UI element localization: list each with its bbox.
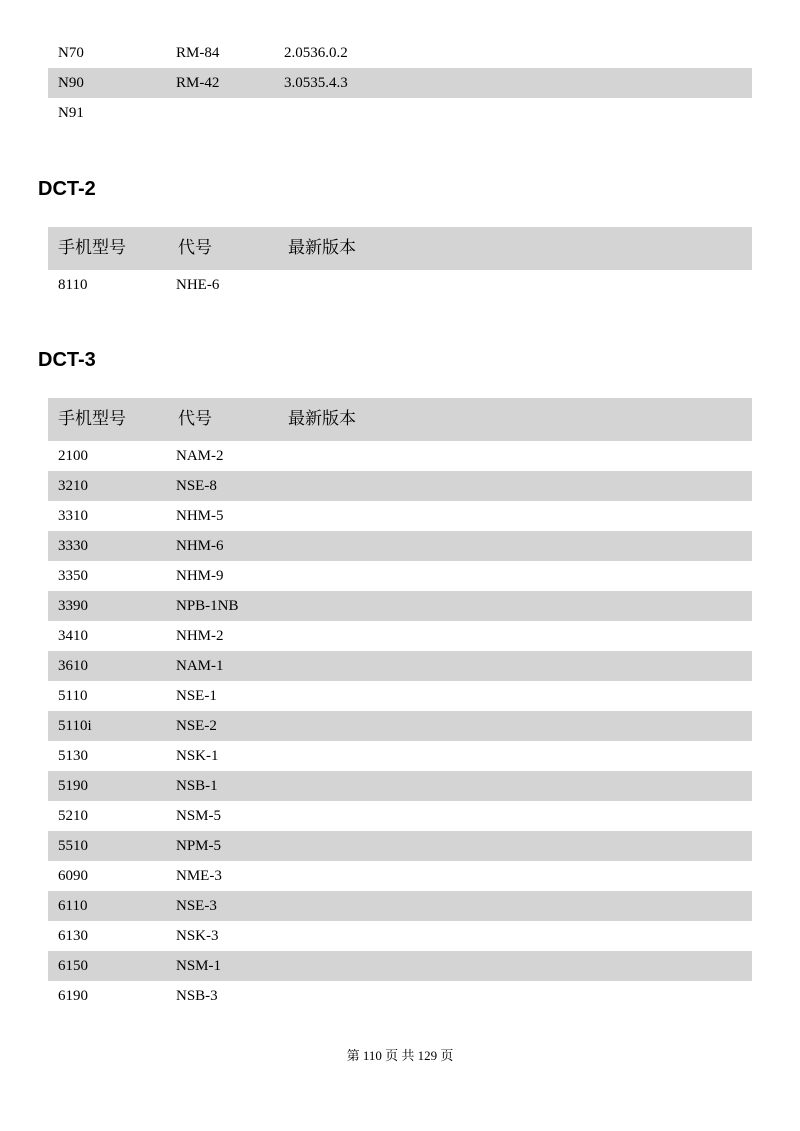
table-row: [48, 951, 752, 981]
section-title-dct3: DCT-3: [38, 349, 96, 371]
table-row: [48, 441, 752, 471]
model-cell: 5110: [58, 688, 88, 704]
table-row: [48, 921, 752, 951]
model-cell: 3410: [58, 628, 88, 644]
model-cell: 3350: [58, 568, 88, 584]
code-cell: NHM-9: [176, 568, 224, 584]
code-cell: NAM-1: [176, 658, 224, 674]
table-row: [48, 621, 752, 651]
model-cell: 3390: [58, 598, 88, 614]
table-row: [48, 681, 752, 711]
model-cell: N91: [58, 105, 84, 121]
header-model: 手机型号: [58, 409, 126, 429]
model-cell: 5110i: [58, 718, 92, 734]
table-row: [48, 591, 752, 621]
table-row: [48, 981, 752, 1011]
code-cell: NME-3: [176, 868, 222, 884]
code-cell: NSE-2: [176, 718, 217, 734]
model-cell: 6110: [58, 898, 88, 914]
table-row: [48, 501, 752, 531]
header-version: 最新版本: [288, 238, 356, 258]
table-row: [48, 801, 752, 831]
model-cell: 5210: [58, 808, 88, 824]
code-cell: NSK-3: [176, 928, 219, 944]
top-table: [48, 38, 752, 128]
code-cell: NPM-5: [176, 838, 222, 854]
code-cell: NHE-6: [176, 277, 220, 293]
model-cell: 6190: [58, 988, 88, 1004]
header-code: 代号: [178, 238, 212, 258]
model-cell: 3210: [58, 478, 88, 494]
table-row: [48, 98, 752, 128]
model-cell: N70: [58, 45, 84, 61]
model-cell: N90: [58, 75, 84, 91]
code-cell: RM-84: [176, 45, 220, 61]
table-row: [48, 771, 752, 801]
model-cell: 3310: [58, 508, 88, 524]
table-row: [48, 741, 752, 771]
section-title-dct2: DCT-2: [38, 178, 96, 200]
model-cell: 6150: [58, 958, 88, 974]
table-row: [48, 38, 752, 68]
model-cell: 8110: [58, 277, 88, 293]
table-row: [48, 651, 752, 681]
model-cell: 6130: [58, 928, 88, 944]
version-cell: 2.0536.0.2: [284, 45, 348, 61]
dct2-table: [48, 227, 752, 300]
code-cell: NSM-5: [176, 808, 222, 824]
code-cell: NHM-6: [176, 538, 224, 554]
header-version: 最新版本: [288, 409, 356, 429]
table-row: [48, 561, 752, 591]
dct3-table: [48, 398, 752, 1011]
table-row: [48, 68, 752, 98]
model-cell: 5130: [58, 748, 88, 764]
model-cell: 3610: [58, 658, 88, 674]
model-cell: 5190: [58, 778, 88, 794]
model-cell: 5510: [58, 838, 88, 854]
table-row: [48, 270, 752, 300]
code-cell: NHM-5: [176, 508, 224, 524]
table-row: [48, 831, 752, 861]
version-cell: 3.0535.4.3: [284, 75, 348, 91]
code-cell: NSK-1: [176, 748, 219, 764]
header-code: 代号: [178, 409, 212, 429]
table-header: [48, 398, 752, 441]
code-cell: NAM-2: [176, 448, 224, 464]
code-cell: NPB-1NB: [176, 598, 239, 614]
code-cell: NHM-2: [176, 628, 224, 644]
model-cell: 2100: [58, 448, 88, 464]
header-model: 手机型号: [58, 238, 126, 258]
code-cell: NSM-1: [176, 958, 222, 974]
code-cell: NSE-8: [176, 478, 217, 494]
model-cell: 3330: [58, 538, 88, 554]
model-cell: 6090: [58, 868, 88, 884]
table-row: [48, 531, 752, 561]
code-cell: NSE-1: [176, 688, 217, 704]
code-cell: NSE-3: [176, 898, 217, 914]
table-row: [48, 471, 752, 501]
table-header: [48, 227, 752, 270]
table-row: [48, 711, 752, 741]
code-cell: NSB-3: [176, 988, 218, 1004]
table-row: [48, 891, 752, 921]
table-row: [48, 861, 752, 891]
page-footer: 第 110 页 共 129 页: [346, 1048, 454, 1063]
code-cell: RM-42: [176, 75, 220, 91]
code-cell: NSB-1: [176, 778, 218, 794]
